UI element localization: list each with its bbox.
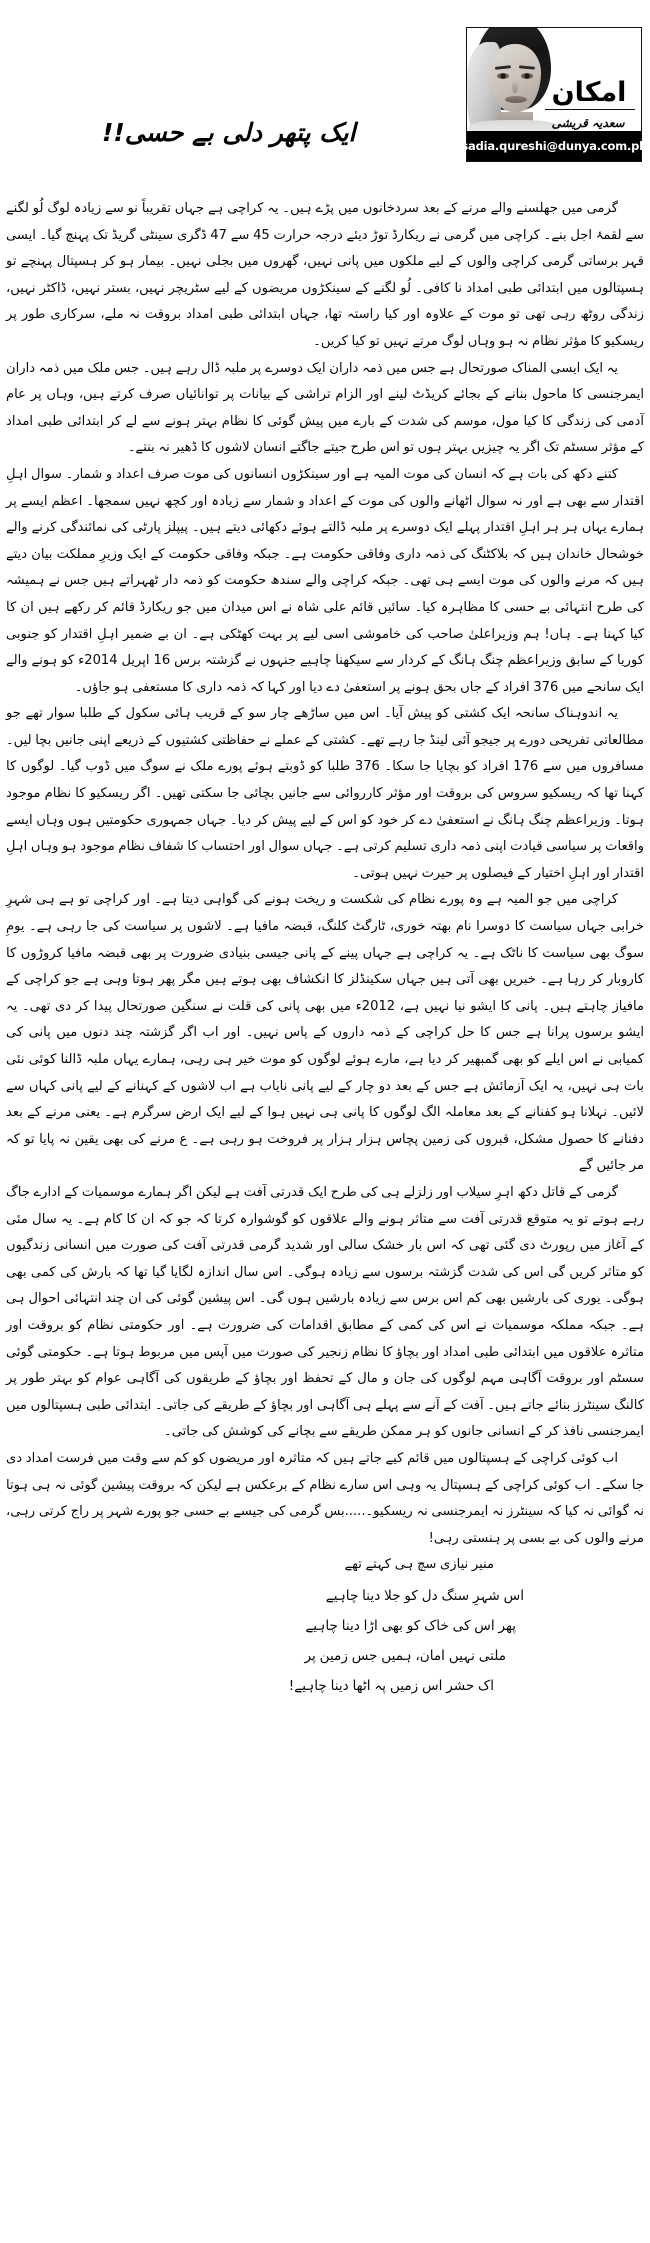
article-paragraph: کراچی میں جو المیہ ہے وہ پورے نظام کی شکست و ریخت ہونے کی گواہی دیتا ہے۔ اور کراچی تو ہے ہی شہرِ خرابی جہاں سیاست کا دوسرا نام بھتہ خوری، ٹارگٹ کلنگ، قبضہ مافیا ہے۔ لاشوں پر سیاست کی جا رہی ہے۔ یومِ سوگ بھی سیاست کا ناٹک ہے۔ یہ کراچی ہے جہاں پینے کے پانی جیسی بنیادی ضرورت پر بھی قبضہ مافیا کروڑوں کا کاروبار کر رہا ہے۔ خبریں بھی آتی ہیں جہاں سکینڈلز کا انکشاف بھی ہوتے ہیں مگر پھر ہوتا وہی ہے جو کراچی کے مافیاز چاہتے ہیں۔ پانی کا ایشو نیا نہیں ہے، 2012ء میں بھی پانی کی قلت نے سنگین صورتحال پیدا کر دی تھی۔ یہ ایشو برسوں پرانا ہے جس کا حل کراچی کے ذمہ داروں کے پاس نہیں۔ اور اب اگر گزشتہ چند دنوں میں پانی کی کمیابی نے اس ایلے کو بھی گمبھیر کر دیا ہے، مارے ہوئے لوگوں کو موت خیر ہی رہی، ہمارے یہاں ملبہ ڈالنا کوئی نئی بات ہی نہیں، یہ ایک آزمائش ہے جس کے بعد دو چار کے لیے پانی نایاب ہے اب لاشوں کے کہنانے کے لیے پانی کہاں سے لائیں۔ نہلانا ہو کفنانے کے بعد معاملہ الگ لوگوں کا پانی ہی نہیں ہوا کے لیے ایک ارض سرگرم ہے۔ یعنی مرنے کے بعد دفنانے کا حصول مشکل، قبروں کی زمین پچاس ہزار ہزار پر فروخت ہو رہی ہے۔ ع مرنے کی بھی یقین نہ پایا تو کہ مر جائیں گے	[6, 892, 644, 1174]
author-email-bar[interactable]: sadia.qureshi@dunya.com.pk	[467, 131, 641, 161]
article-title: ایک پتھر دلی بے حسی!!	[102, 117, 356, 147]
poetry-block	[6, 1581, 644, 1701]
article-paragraph: یہ ایک ایسی المناک صورتحال ہے جس میں ذمہ داران ایک دوسرے پر ملبہ ڈال رہے ہیں۔ جس ملک میں ذمہ داران ایمرجنسی کا ماحول بنانے کے بجائے کریڈٹ لینے اور الزام تراشی کے بیانات پر توانائیاں صرف کرتے ہیں، وہاں پر عام آدمی کی زندگی کا کیا مول، موسم کی شدت کے بارے میں پیش گوئی کا نظام بہتر ہونے سے لے کر ابتدائی طبی امداد کے مؤثر سسٹم تک اگر یہ چیزیں بہتر ہوں تو اس طرح جیتے جاگتے انسان لاشوں کا ڈھیر نہ بنتے۔	[6, 360, 644, 456]
article-paragraph: کتنے دکھ کی بات ہے کہ انسان کی موت المیہ ہے اور سینکڑوں انسانوں کی موت صرف اعداد و شمار۔ سوال اہلِ اقتدار سے بھی ہے اور نہ سوال اٹھانے والوں کی موت کے اعداد و شمار سے زیادہ اور کچھ نہیں سمجھا۔ اعظم ایسے پر ہمارے یہاں ہر ہر اہلِ اقتدار پہلے ایک دوسرے پر ملبہ ڈالتے ہوئے دکھائی دیتے ہیں۔ پیپلز پارٹی کی نمائندگی کرنے والے خوشحال خاندان ہیں کہ بلاکٹنگ کی ذمہ داری وفاقی حکومت ہے۔ جبکہ وفاقی حکومت کے ایک وزیرِ مملکت بیان دیتے ہیں کہ مرنے والوں کی موت ایسے ہی تھی۔ جبکہ کراچی والے سندھ حکومت کو ذمہ دار ٹھہراتے ہیں جس نے ہمیشہ کی طرح انتہائی بے حسی کا مظاہرہ کیا۔ سائیں قائم علی شاہ نے اس میدان میں جو ریکارڈ قائم کر رکھے ہیں ان کا کیا کہنا ہے۔ ہاں! ہم وزیراعلیٰ صاحب کی خاموشی اسی لیے پر بہت کھٹکی ہے۔ ان بے ضمیر اہلِ اقتدار کو جنوبی کوریا کے سابق وزیراعظم چنگ ہانگ کے کردار سے سیکھنا چاہیے جنہوں نے گزشتہ برس 16 اپریل 2014ء کو ہونے والے ایک سانحے میں 376 افراد کے جاں بحق ہونے پر استعفیٰ دے دیا اور کہا کہ ذمہ داری کا مستعفی ہو جاؤں۔	[6, 466, 644, 695]
portrait-nose	[512, 80, 518, 93]
column-logo-title: امکان	[551, 77, 627, 108]
page-header	[0, 0, 650, 190]
masthead-divider-rule	[545, 109, 635, 111]
article-paragraph: گرمی میں جھلسنے والے مرنے کے بعد سردخانوں میں پڑے ہیں۔ یہ کراچی ہے جہاں تقریباً نو سے زیادہ لوگ لُو لگنے سے لقمۂ اجل بنے۔ کراچی میں گرمی نے ریکارڈ توڑ دیئے درجہ حرارت 45 سے 47 ڈگری سینٹی گریڈ تک پہنچ گیا۔ ایسی قہر برساتی گرمی کراچی والوں کے لیے ملکوں میں پانی نہیں، گھروں میں بجلی نہیں۔ بیمار ہو کر ہسپتال پہنچے تو ہسپتالوں میں ابتدائی طبی امداد نا کافی۔ لُو لگنے کے سینکڑوں مریضوں کے لیے سٹریچر نہیں، بستر نہیں، ڈاکٹر نہیں، زندگی روٹھ رہی تھی تو موت کے علاوہ اور کیا راستہ تھا، جہاں ابتدائی طبی امداد بروقت نہ ملے، سرکاری طور پر ریسکیو کا مؤثر نظام نہ ہو وہاں لوگ مرتے نہیں تو کیا کریں۔	[6, 201, 644, 349]
poetry-attribution: منیر نیازی سچ ہی کہتے تھے	[344, 1557, 494, 1573]
portrait-eye-right	[521, 73, 533, 79]
article-body	[6, 196, 644, 1701]
poetry-line: اس شہرِ سنگ دل کو جلا دینا چاہیے	[325, 1587, 524, 1604]
article-paragraph: اب کوئی کراچی کے ہسپتالوں میں قائم کیے جاتے ہیں کہ متاثرہ اور مریضوں کو کم سے وقت میں فرست امداد دی جا سکے۔ اب کوئی کراچی کے ہسپتال یہ وہی اس سارے نظام کے برعکس ہے لیکن کہ بروقت پیشین گوئی نہ ہی ہوتا نہ گوائی نہ کیا کہ سینٹرز نہ ایمرجنسی نہ ریسکیو۔.....بس گرمی کی جیسے بے حسی جو پورے شہر پر راج کرتی رہی، مرنے والوں کی بے بسی پر ہنستی رہی!	[6, 1450, 644, 1546]
article-paragraph: گرمی کے قاتل دکھ اہرِ سیلاب اور زلزلے ہی کی طرح ایک قدرتی آفت ہے لیکن اگر ہمارے موسمیات کے ادارے جاگ رہے ہوتے تو یہ متوقع قدرتی آفت سے متاثر ہونے والے علاقوں کو گوشوارہ کرتا کہ جو کہ ان کا کام ہے۔ یہ سال مئی کے آغاز میں رپورٹ دی گئی تھی کہ اس بار خشک سالی اور شدید گرمی قدرتی آفت کی صورت میں انسانی زندگیوں کو متاثر کریں گی اس کی شدت گزشتہ برسوں سے زیادہ ہوگی۔ اس سال اندازہ لگایا گیا تھا کہ بارش کی کمی بھی ہوگی۔ یوری کی بارشیں بھی کم اس برس سے زیادہ بارشیں ہوں گی۔ اس پیشین گوئی کی ان چند انتہائی احوال ہی ہے۔ جبکہ مملکہ موسمیات نے اس کی کمی کے مطابق اقدامات کی ضرورت ہے۔ اور حکومتی نظام کو بروقت اور متاثرہ علاقوں میں ابتدائی طبی امداد اور بچاؤ کا نظام زنجیر کی صورت میں آپس میں مربوط ہوتا ہے۔ حکومتی گوئی سسٹم اور بروقت آگاہی مہم لوگوں کی جان و مال کے تحفظ اور بچاؤ کے طریقوں کی آگاہی عوام کو بہتر طور پر کالنگ سینٹرز بنائے جاتے ہیں۔ آفت کے آنے سے پہلے ہی آگاہی اور بچاؤ کے طریقے کی جاتی۔ ابتدائی طبی ہسپتالوں میں ایمرجنسی نافذ کر کے انسانی جانوں کو ہر ممکن طریقے سے بچانے کی کوشش کی جاتی۔	[6, 1184, 644, 1440]
masthead-inner	[467, 28, 641, 132]
poetry-line: ملتی نہیں امان، ہمیں جس زمین پر	[304, 1647, 506, 1664]
poetry-line: پھر اس کی خاک کو بھی اڑا دینا چاہیے	[305, 1617, 516, 1634]
poetry-line: اک حشر اس زمیں پہ اٹھا دینا چاہیے!	[288, 1677, 494, 1694]
article-paragraph: یہ اندوہناک سانحہ ایک کشتی کو پیش آیا۔ اس میں ساڑھے چار سو کے قریب ہائی سکول کے طلبا سوار تھے جو مطالعاتی تفریحی دورے پر جیجو آئی لینڈ جا رہے تھے۔ کشتی کے عملے نے حفاظتی کشتیوں کے ذریعے اپنی جانیں بچا لیں۔ مسافروں میں سے 176 افراد کو بچایا جا سکا۔ 376 طلبا کو ڈوبتے ہوئے پورے ملک نے سوگ میں ڈوب گیا۔ لوگوں کا کہنا تھا کہ ریسکیو سروس کی بروقت اور مؤثر کارروائی سے جانیں بچائی جا سکتی تھیں۔ اگر ریسکیو کا نظام موجود ہوتا۔ وزیراعظم چنگ ہانگ نے استعفیٰ دے کر خود کو اس کے لیے پیش کر دیا۔ جہاں جمہوری حکومتیں ہوں وہاں ایسے واقعات پر سیاسی قیادت اپنی ذمہ داری تسلیم کرتی ہے۔ جہاں سوال اور احتساب کا شفاف نظام موجود ہو وہاں اہلِ اقتدار اور اہلِ اختیار کے فیصلوں پر حیرت نہیں ہوتی۔	[6, 706, 644, 881]
author-name: سعدیہ قریشی	[551, 115, 625, 130]
portrait-eye-left	[497, 73, 509, 79]
portrait-lips	[505, 96, 527, 103]
column-masthead-box	[461, 27, 647, 162]
